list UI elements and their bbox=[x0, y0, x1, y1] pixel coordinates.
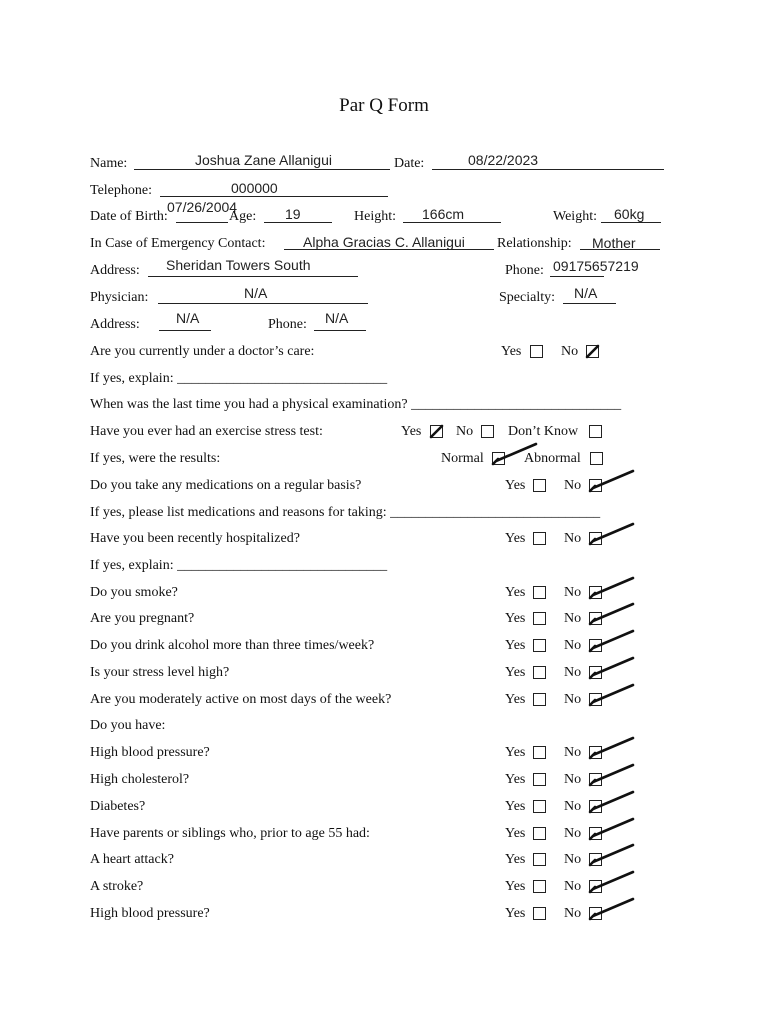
address-label: Address: bbox=[90, 263, 140, 278]
question-text: Are you currently under a doctor’s care: bbox=[90, 344, 315, 359]
abnormal-label: Abnormal bbox=[524, 451, 581, 466]
yes-label: Yes bbox=[505, 611, 526, 626]
yes-label: Yes bbox=[505, 772, 526, 787]
no-label: No bbox=[564, 852, 582, 867]
question-text: Have you been recently hospitalized? bbox=[90, 531, 300, 546]
no-label: No bbox=[564, 665, 582, 680]
age-label: Age: bbox=[229, 209, 257, 224]
question-text: If yes, explain: ______________________________ bbox=[90, 371, 388, 386]
yes-label: Yes bbox=[505, 799, 526, 814]
question-text: If yes, please list medications and reasons for taking: ______________________________ bbox=[90, 505, 601, 520]
no-label: No bbox=[564, 772, 582, 787]
yes-checkbox[interactable] bbox=[430, 425, 443, 438]
question-text: When was the last time you had a physical examination? ______________________________ bbox=[90, 397, 622, 412]
no-checkbox[interactable] bbox=[589, 853, 602, 866]
no-checkbox[interactable] bbox=[589, 773, 602, 786]
question-text: Do you smoke? bbox=[90, 585, 178, 600]
question-text: High blood pressure? bbox=[90, 745, 210, 760]
yes-checkbox[interactable] bbox=[533, 639, 546, 652]
phone-label: Phone: bbox=[505, 263, 544, 278]
relationship-label: Relationship: bbox=[497, 236, 572, 251]
yes-checkbox[interactable] bbox=[533, 800, 546, 813]
no-label: No bbox=[564, 879, 582, 894]
question-text: High cholesterol? bbox=[90, 772, 190, 787]
question-text: A stroke? bbox=[90, 879, 144, 894]
weight-label: Weight: bbox=[553, 209, 597, 224]
abnormal-checkbox[interactable] bbox=[590, 452, 603, 465]
normal-checkbox[interactable] bbox=[492, 452, 505, 465]
address-line bbox=[148, 276, 358, 277]
name-line bbox=[134, 169, 390, 170]
no-checkbox[interactable] bbox=[586, 345, 599, 358]
no-label: No bbox=[564, 611, 582, 626]
specialty-label: Specialty: bbox=[499, 290, 555, 305]
telephone-label: Telephone: bbox=[90, 183, 152, 198]
yes-checkbox[interactable] bbox=[530, 345, 543, 358]
no-label: No bbox=[564, 906, 582, 921]
height-field[interactable]: 166cm bbox=[422, 206, 465, 222]
relationship-field[interactable]: Mother bbox=[592, 235, 636, 251]
dob-line bbox=[176, 222, 228, 223]
physician-address-field[interactable]: N/A bbox=[176, 310, 200, 326]
yes-label: Yes bbox=[505, 531, 526, 546]
no-label: No bbox=[564, 826, 582, 841]
question-text: Do you drink alcohol more than three times/week? bbox=[90, 638, 375, 653]
no-label: No bbox=[564, 692, 582, 707]
no-label: No bbox=[564, 531, 582, 546]
no-label: No bbox=[564, 585, 582, 600]
yes-label: Yes bbox=[505, 478, 526, 493]
yes-label: Yes bbox=[505, 585, 526, 600]
yes-label: Yes bbox=[401, 424, 422, 439]
telephone-field[interactable]: 000000 bbox=[231, 180, 278, 196]
yes-label: Yes bbox=[505, 665, 526, 680]
no-checkbox[interactable] bbox=[589, 827, 602, 840]
yes-checkbox[interactable] bbox=[533, 853, 546, 866]
yes-checkbox[interactable] bbox=[533, 612, 546, 625]
no-checkbox[interactable] bbox=[589, 666, 602, 679]
yes-label: Yes bbox=[505, 826, 526, 841]
address-field[interactable]: Sheridan Towers South bbox=[166, 257, 311, 273]
question-text: If yes, explain: ______________________________ bbox=[90, 558, 388, 573]
age-field[interactable]: 19 bbox=[285, 206, 301, 222]
question-text: Are you moderately active on most days of the week? bbox=[90, 692, 392, 707]
no-checkbox[interactable] bbox=[589, 639, 602, 652]
no-checkbox[interactable] bbox=[589, 586, 602, 599]
phone-field[interactable]: 09175657219 bbox=[553, 258, 639, 274]
yes-checkbox[interactable] bbox=[533, 907, 546, 920]
dob-label: Date of Birth: bbox=[90, 209, 168, 224]
physician-address-line bbox=[159, 330, 211, 331]
height-line bbox=[403, 222, 501, 223]
yes-checkbox[interactable] bbox=[533, 827, 546, 840]
yes-checkbox[interactable] bbox=[533, 532, 546, 545]
no-checkbox[interactable] bbox=[589, 693, 602, 706]
physician-label: Physician: bbox=[90, 290, 149, 305]
specialty-field[interactable]: N/A bbox=[574, 285, 598, 301]
height-label: Height: bbox=[354, 209, 396, 224]
no-label: No bbox=[564, 745, 582, 760]
question-text: If yes, were the results: bbox=[90, 451, 221, 466]
no-checkbox[interactable] bbox=[481, 425, 494, 438]
no-label: No bbox=[561, 344, 579, 359]
no-label: No bbox=[564, 478, 582, 493]
no-label: No bbox=[456, 424, 474, 439]
physician-address-label: Address: bbox=[90, 317, 140, 332]
dont-know-label: Don’t Know bbox=[508, 424, 579, 439]
dont-know-checkbox[interactable] bbox=[589, 425, 602, 438]
physician-phone-field[interactable]: N/A bbox=[325, 310, 349, 326]
question-text: High blood pressure? bbox=[90, 906, 210, 921]
no-checkbox[interactable] bbox=[589, 612, 602, 625]
date-label: Date: bbox=[394, 156, 425, 171]
yes-label: Yes bbox=[501, 344, 522, 359]
physician-field[interactable]: N/A bbox=[244, 285, 268, 301]
no-checkbox[interactable] bbox=[589, 532, 602, 545]
weight-field[interactable]: 60kg bbox=[614, 206, 645, 222]
yes-label: Yes bbox=[505, 692, 526, 707]
no-label: No bbox=[564, 638, 582, 653]
physician-phone-line bbox=[314, 330, 366, 331]
physician-line bbox=[158, 303, 368, 304]
phone-line bbox=[550, 276, 604, 277]
yes-label: Yes bbox=[505, 906, 526, 921]
date-line bbox=[432, 169, 664, 170]
yes-checkbox[interactable] bbox=[533, 479, 546, 492]
question-text: Have you ever had an exercise stress test: bbox=[90, 424, 323, 439]
name-field[interactable]: Joshua Zane Allanigui bbox=[195, 152, 332, 168]
yes-checkbox[interactable] bbox=[533, 586, 546, 599]
weight-line bbox=[601, 222, 661, 223]
question-text: Is your stress level high? bbox=[90, 665, 230, 680]
question-text: Have parents or siblings who, prior to age 55 had: bbox=[90, 826, 370, 841]
specialty-line bbox=[563, 303, 616, 304]
question-text: Diabetes? bbox=[90, 799, 146, 814]
no-checkbox[interactable] bbox=[589, 880, 602, 893]
yes-checkbox[interactable] bbox=[533, 880, 546, 893]
no-checkbox[interactable] bbox=[589, 479, 602, 492]
age-line bbox=[264, 222, 332, 223]
yes-label: Yes bbox=[505, 852, 526, 867]
yes-checkbox[interactable] bbox=[533, 773, 546, 786]
question-text: Do you have: bbox=[90, 718, 166, 733]
yes-label: Yes bbox=[505, 879, 526, 894]
name-label: Name: bbox=[90, 156, 128, 171]
yes-checkbox[interactable] bbox=[533, 746, 546, 759]
yes-label: Yes bbox=[505, 638, 526, 653]
question-text: Are you pregnant? bbox=[90, 611, 195, 626]
physician-phone-label: Phone: bbox=[268, 317, 307, 332]
normal-label: Normal bbox=[441, 451, 484, 466]
yes-checkbox[interactable] bbox=[533, 666, 546, 679]
emergency-label: In Case of Emergency Contact: bbox=[90, 236, 266, 251]
form-title: Par Q Form bbox=[339, 95, 429, 116]
yes-checkbox[interactable] bbox=[533, 693, 546, 706]
emergency-field[interactable]: Alpha Gracias C. Allanigui bbox=[303, 234, 465, 250]
date-field[interactable]: 08/22/2023 bbox=[468, 152, 539, 168]
no-checkbox[interactable] bbox=[589, 800, 602, 813]
yes-label: Yes bbox=[505, 745, 526, 760]
dob-field[interactable]: 07/26/2004 bbox=[167, 199, 238, 215]
no-label: No bbox=[564, 799, 582, 814]
telephone-line bbox=[160, 196, 388, 197]
question-text: Do you take any medications on a regular basis? bbox=[90, 478, 362, 493]
no-checkbox[interactable] bbox=[589, 907, 602, 920]
question-text: A heart attack? bbox=[90, 852, 174, 867]
no-checkbox[interactable] bbox=[589, 746, 602, 759]
